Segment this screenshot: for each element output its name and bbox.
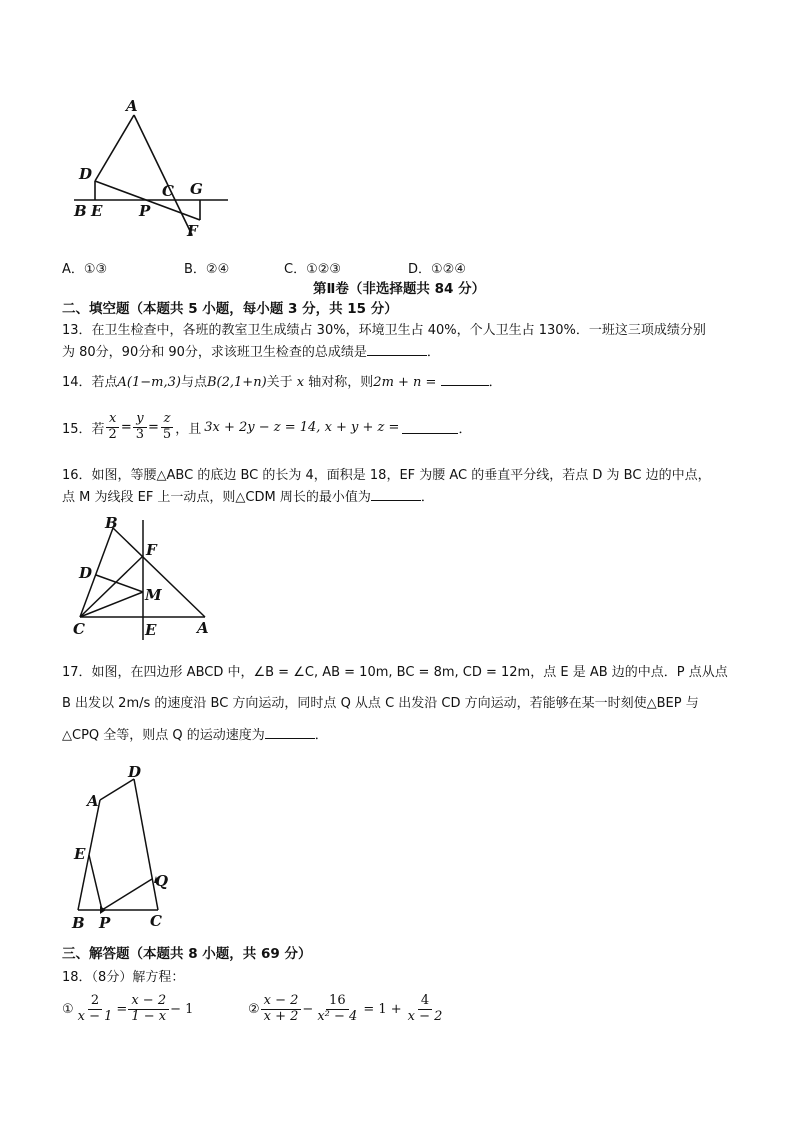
q18-eq1-eq: = [116,1001,128,1017]
q15-end: ． [458,421,472,437]
q17-line3: △CPQ 全等，则点 Q 的运动速度为 [62,728,265,743]
label-d: D [79,564,93,582]
q15-prefix: 15．若 [62,421,105,437]
q14-axis: x [296,375,305,390]
q15-eq2: = [148,419,159,435]
line-pq [102,879,152,910]
label-a: A [126,97,138,115]
label-e: E [74,845,86,863]
answer-blank-q16[interactable] [371,488,421,501]
label-b: B [105,514,118,532]
label-p: P [99,914,111,932]
q18-eq1-frac-b: $\frac{x - 2}{1 - x}$ [128,994,169,1025]
q18-eq2-frac-a: $\frac{x - 2}{x + 2}$ [261,994,302,1025]
line-dm [96,575,143,592]
q14-rel: 关于 [266,375,293,390]
line-ab [95,115,134,181]
label-f: F [187,222,198,240]
label-b: B [72,914,85,932]
q14-point-b: B(2,1+n) [207,375,267,390]
q18-eq2-num: ② [248,1001,260,1017]
q15-frac-x: $\frac{x}{2}$ [106,412,120,443]
q17-line3-wrap [62,724,328,743]
q18-eq2-frac-b: $\frac{16}{\text{x² − 4}}$ [317,993,358,1024]
label-a: A [87,792,99,810]
q18-eq2 [248,994,446,1025]
label-g: G [190,180,203,198]
q16-line1: 16．如图，等腰△ABC 的底边 BC 的长为 4，面积是 18，EF 为腰 AC 的垂直平分线，若点 D 为 BC 边的中点， [62,468,711,483]
q18-eq2-eq: = 1 + [363,1001,402,1017]
figure-q16 [65,512,225,642]
line-dc [134,779,158,910]
section2-title: 二、填空题（本题共 5 小题，每小题 3 分，共 15 分） [62,301,398,317]
q13-line2: 为 80分，90分和 90分，求该班卫生检查的总成绩是 [62,345,367,360]
q16-line2-wrap [62,486,434,505]
q14-suffix: 轴对称，则 [308,375,374,390]
line-ad [100,779,134,800]
figure-q17 [62,762,192,932]
label-q: Q [155,872,169,890]
q14-mid: 与点 [180,375,207,390]
q17-line1: 17．如图，在四边形 ABCD 中，∠B = ∠C, AB = 10m, BC = 8m, CD = 12m，点 E 是 AB 边的中点．P 点从点 [62,665,728,680]
q18-title: 18．（8分）解方程： [62,970,185,985]
q15-expr: 3x + 2y − z = 14, x + y + z = [204,419,400,435]
q17-end: ． [314,728,328,743]
part2-title: 第Ⅱ卷（非选择题共 84 分） [313,281,486,297]
label-p: P [139,202,151,220]
label-c: C [73,620,85,638]
answer-blank-q15[interactable] [402,421,458,434]
q15-frac-y: $\frac{y}{3}$ [133,412,147,443]
q18-eq2-frac-c: $\frac{4}{x - 2}$ [407,993,443,1024]
q18-eq1 [62,994,193,1025]
figure-q12 [60,95,240,245]
q18-eq1-tail: − 1 [170,1001,194,1017]
option-d[interactable]: D．①②④ [408,262,466,277]
q15-comma: ，且 [175,421,202,437]
answer-blank-q14[interactable] [441,373,489,386]
q16-end: ． [420,490,434,505]
label-c: C [162,182,174,200]
q14-end: ． [488,375,502,390]
answer-blank-q17[interactable] [265,726,315,739]
q13-line2-wrap [62,341,440,360]
option-c[interactable]: C．①②③ [284,262,342,277]
q15 [62,412,471,443]
section3-title: 三、解答题（本题共 8 小题，共 69 分） [62,946,312,962]
q14-expr: 2m + n = [373,375,437,390]
q18-eq2-minus: − [302,1001,314,1017]
option-a[interactable]: A．①③ [62,262,108,277]
label-b: B [74,202,87,220]
q15-eq1: = [120,419,132,435]
label-a: A [197,619,209,637]
q14-point-a: A(1−m,3) [117,375,181,390]
line-cm [80,592,143,617]
q16-line2: 点 M 为线段 EF 上一动点，则△CDM 周长的最小值为 [62,490,371,505]
q13-line1: 13．在卫生检查中，各班的教室卫生成绩占 30%，环境卫生占 40%，个人卫生占 130%．一班这三项成绩分别 [62,323,706,338]
line-ep [89,855,102,910]
label-e: E [91,202,103,220]
label-d: D [79,165,93,183]
label-d: D [128,763,142,781]
option-b[interactable]: B．②④ [184,262,230,277]
label-m: M [145,586,162,604]
label-f: F [146,541,157,559]
q18-eq1-frac-a: $\frac{2}{x - 1}$ [77,993,113,1024]
label-c: C [150,912,162,930]
q15-frac-z: $\frac{z}{5}$ [160,412,174,443]
q17-line2: B 出发以 2m/s 的速度沿 BC 方向运动，同时点 Q 从点 C 出发沿 CD 方向运动，若能够在某一时刻使△BEP 与 [62,696,699,711]
answer-blank-q13[interactable] [367,343,427,356]
q18-eq1-num: ① [62,1001,74,1017]
q14-prefix: 14．若点 [62,375,118,390]
q13-end: ． [426,345,440,360]
q14 [62,371,502,390]
label-e: E [145,621,157,639]
